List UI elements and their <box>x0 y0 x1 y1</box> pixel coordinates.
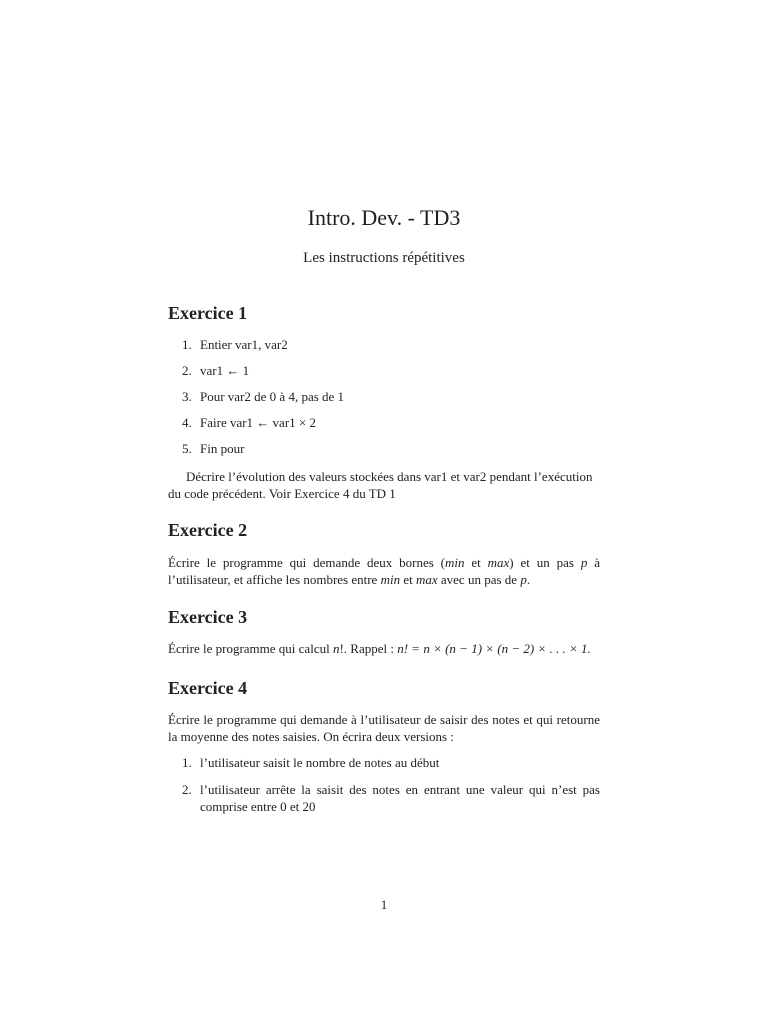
exercise-1-heading: Exercice 1 <box>168 303 248 323</box>
list-item <box>182 414 600 431</box>
page-subtitle: Les instructions répétitives <box>303 250 465 266</box>
list-item-number: 3. <box>182 389 192 404</box>
math-var: max <box>487 555 510 570</box>
exercise-4-paragraph: Écrire le programme qui demande à l’utilisateur de saisir des notes et qui retourne la moyenne des notes saisies. On écrira deux versions : <box>168 712 600 744</box>
paragraph-line: du code précédent. Voir Exercice 4 du TD 1 <box>168 486 396 501</box>
list-item-number: 2. <box>182 782 192 797</box>
text-run: Écrire le programme qui calcul <box>168 641 333 656</box>
math-formula: n! = n × (n − 1) × (n − 2) × . . . × 1. <box>397 641 591 656</box>
list-item-text: Faire var1 ← var1 × 2 <box>200 415 316 430</box>
text-run: et <box>400 572 416 587</box>
page-number: 1 <box>380 897 388 912</box>
list-item <box>182 781 600 815</box>
exercise-3-heading: Exercice 3 <box>168 607 248 627</box>
text-run: et <box>464 555 488 570</box>
list-item-text: l’utilisateur arrête la saisit des notes en entrant une valeur qui n’est pas comprise entre 0 et 20 <box>200 782 600 814</box>
math-var: n <box>332 641 340 656</box>
math-var: min <box>444 555 465 570</box>
exercise-3-paragraph <box>168 640 600 657</box>
list-item-text: Pour var2 de 0 à 4, pas de 1 <box>200 389 345 404</box>
page-title: Intro. Dev. - TD3 <box>307 205 461 230</box>
exercise-1-paragraph <box>168 468 600 502</box>
list-item <box>182 388 600 405</box>
math-var: min <box>380 572 401 587</box>
list-item-text: l’utilisateur saisit le nombre de notes au début <box>200 755 440 770</box>
math-var: p <box>580 555 588 570</box>
list-item-number: 4. <box>182 415 192 430</box>
list-item-number: 1. <box>182 337 192 352</box>
text-run: avec un pas de <box>437 572 521 587</box>
exercise-2-heading: Exercice 2 <box>168 520 248 540</box>
exercise-2-paragraph <box>168 554 600 588</box>
text-run: ) et un pas <box>509 555 581 570</box>
list-item-text: Fin pour <box>200 441 245 456</box>
list-item-text: Entier var1, var2 <box>200 337 288 352</box>
list-item-number: 2. <box>182 363 192 378</box>
text-run: Écrire le programme qui demande deux bornes ( <box>168 555 445 570</box>
text-run: . <box>526 572 531 587</box>
math-var: p <box>520 572 527 587</box>
list-item <box>182 754 600 771</box>
text-run: à l’utilisateur, et affiche les nombres entre <box>168 555 600 587</box>
list-item-text: var1 ← 1 <box>200 363 250 378</box>
list-item-number: 1. <box>182 755 192 770</box>
list-item <box>182 362 600 379</box>
math-var: max <box>415 572 438 587</box>
list-item-number: 5. <box>182 441 192 456</box>
paragraph-line: Décrire l’évolution des valeurs stockées dans var1 et var2 pendant l’exécution <box>186 469 593 484</box>
exercise-4-heading: Exercice 4 <box>168 678 248 698</box>
text-run: !. Rappel : <box>339 641 398 656</box>
list-item <box>182 336 600 353</box>
list-item <box>182 440 600 457</box>
